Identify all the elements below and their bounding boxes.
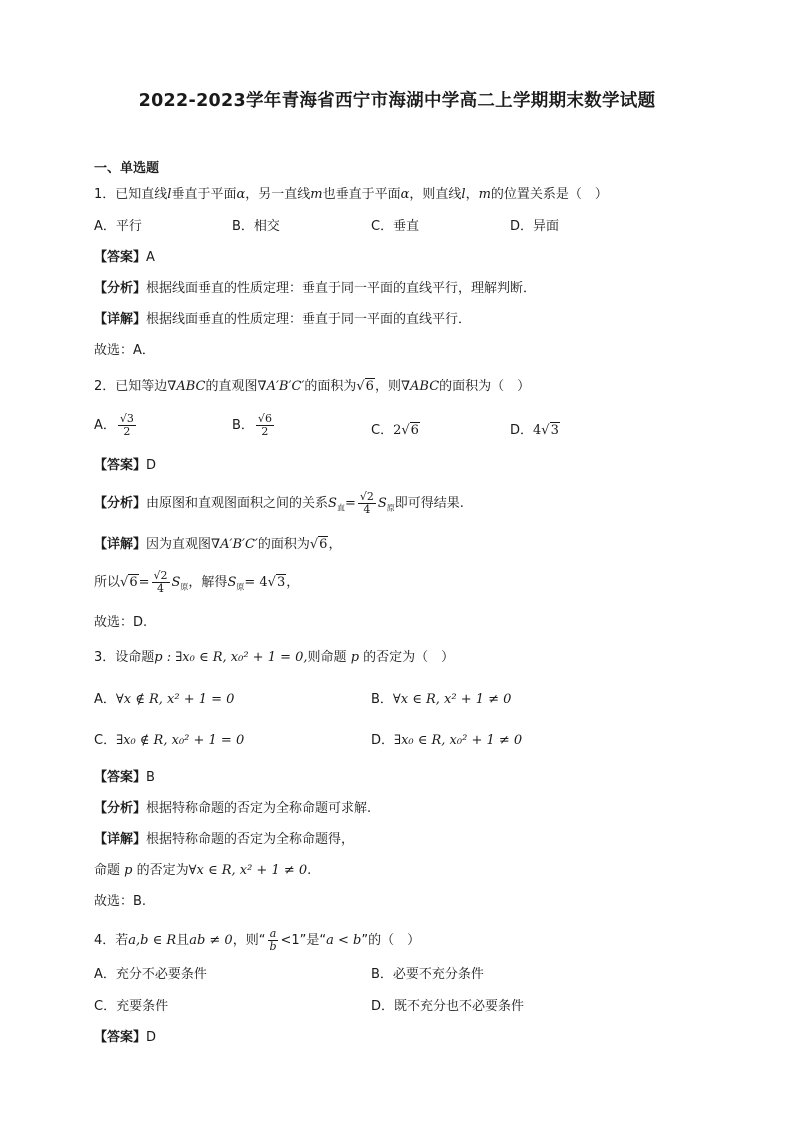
q2-option-b: B． $\frac{√6}{2}$: [232, 412, 272, 438]
q1-option-d: D．异面: [510, 219, 560, 234]
q3-choose: 故选：B.: [94, 894, 147, 909]
q3-stem: 3．设命题p : ∃x₀ ∈ R, x₀² + 1 = 0,则命题 p 的否定为（ ）: [94, 650, 455, 665]
q4-option-b: B．必要不充分条件: [371, 967, 484, 982]
q2-detail-line2: 所以√6= $\frac{√2}{4}$ $S_原$，解得$S_原= 4√3$，: [94, 569, 300, 595]
q3-option-d: D．∃x₀ ∈ R, x₀² + 1 ≠ 0: [371, 733, 523, 748]
q2-analysis: 【分析】由原图和直观图面积之间的关系$S_直=$ $\frac{√2}{4}$ $S_原$即可得结果.: [94, 490, 464, 516]
q3-detail-line2: 命题 p 的否定为∀x ∈ R, x² + 1 ≠ 0.: [94, 863, 312, 878]
q2-option-c: C．2√6: [371, 423, 419, 438]
q1-detail: 【详解】根据线面垂直的性质定理：垂直于同一平面的直线平行．: [94, 312, 472, 327]
q4-stem: 4．若a,b ∈ R且ab ≠ 0，则“ $\frac{a}{b}$ <1”是“a < b”的（ ）: [94, 927, 421, 953]
q2-detail: 【详解】因为直观图∇A′B′C′的面积为√6，: [94, 537, 342, 552]
q1-analysis: 【分析】根据线面垂直的性质定理：垂直于同一平面的直线平行，理解判断．: [94, 281, 537, 296]
q3-answer: 【答案】B: [94, 770, 155, 785]
q2-choose: 故选：D.: [94, 615, 148, 630]
q2-answer: 【答案】D: [94, 458, 157, 473]
q1-option-c: C．垂直: [371, 219, 420, 234]
q3-analysis: 【分析】根据特称命题的否定为全称命题可求解.: [94, 801, 372, 816]
q1-choose: 故选：A．: [94, 343, 155, 358]
q2-option-d: D．4√3: [510, 423, 559, 438]
q1-option-a: A．平行: [94, 219, 142, 234]
q2-stem: 2．已知等边∇ABC的直观图∇A′B′C′的面积为√6，则∇ABC的面积为（ ）: [94, 379, 531, 394]
q2-option-a: A． $\frac{√3}{2}$: [94, 412, 134, 438]
q3-option-c: C．∃x₀ ∉ R, x₀² + 1 = 0: [94, 733, 245, 748]
q1-stem: 1．已知直线l垂直于平面α，另一直线m也垂直于平面α，则直线l，m的位置关系是（ ）: [94, 187, 608, 202]
q1-option-b: B．相交: [232, 219, 280, 234]
q4-option-a: A．充分不必要条件: [94, 967, 207, 982]
section-heading: 一、单选题: [94, 161, 160, 176]
q4-answer: 【答案】D: [94, 1030, 157, 1045]
q3-detail: 【详解】根据特称命题的否定为全称命题得，: [94, 832, 355, 847]
q3-option-b: B．∀x ∈ R, x² + 1 ≠ 0: [371, 692, 512, 707]
q4-option-c: C．充要条件: [94, 999, 169, 1014]
q1-answer: 【答案】A: [94, 250, 155, 265]
page-title: 2022-2023学年青海省西宁市海湖中学高二上学期期末数学试题: [138, 91, 656, 111]
q4-option-d: D．既不充分也不必要条件: [371, 999, 525, 1014]
q3-option-a: A．∀x ∉ R, x² + 1 = 0: [94, 692, 235, 707]
